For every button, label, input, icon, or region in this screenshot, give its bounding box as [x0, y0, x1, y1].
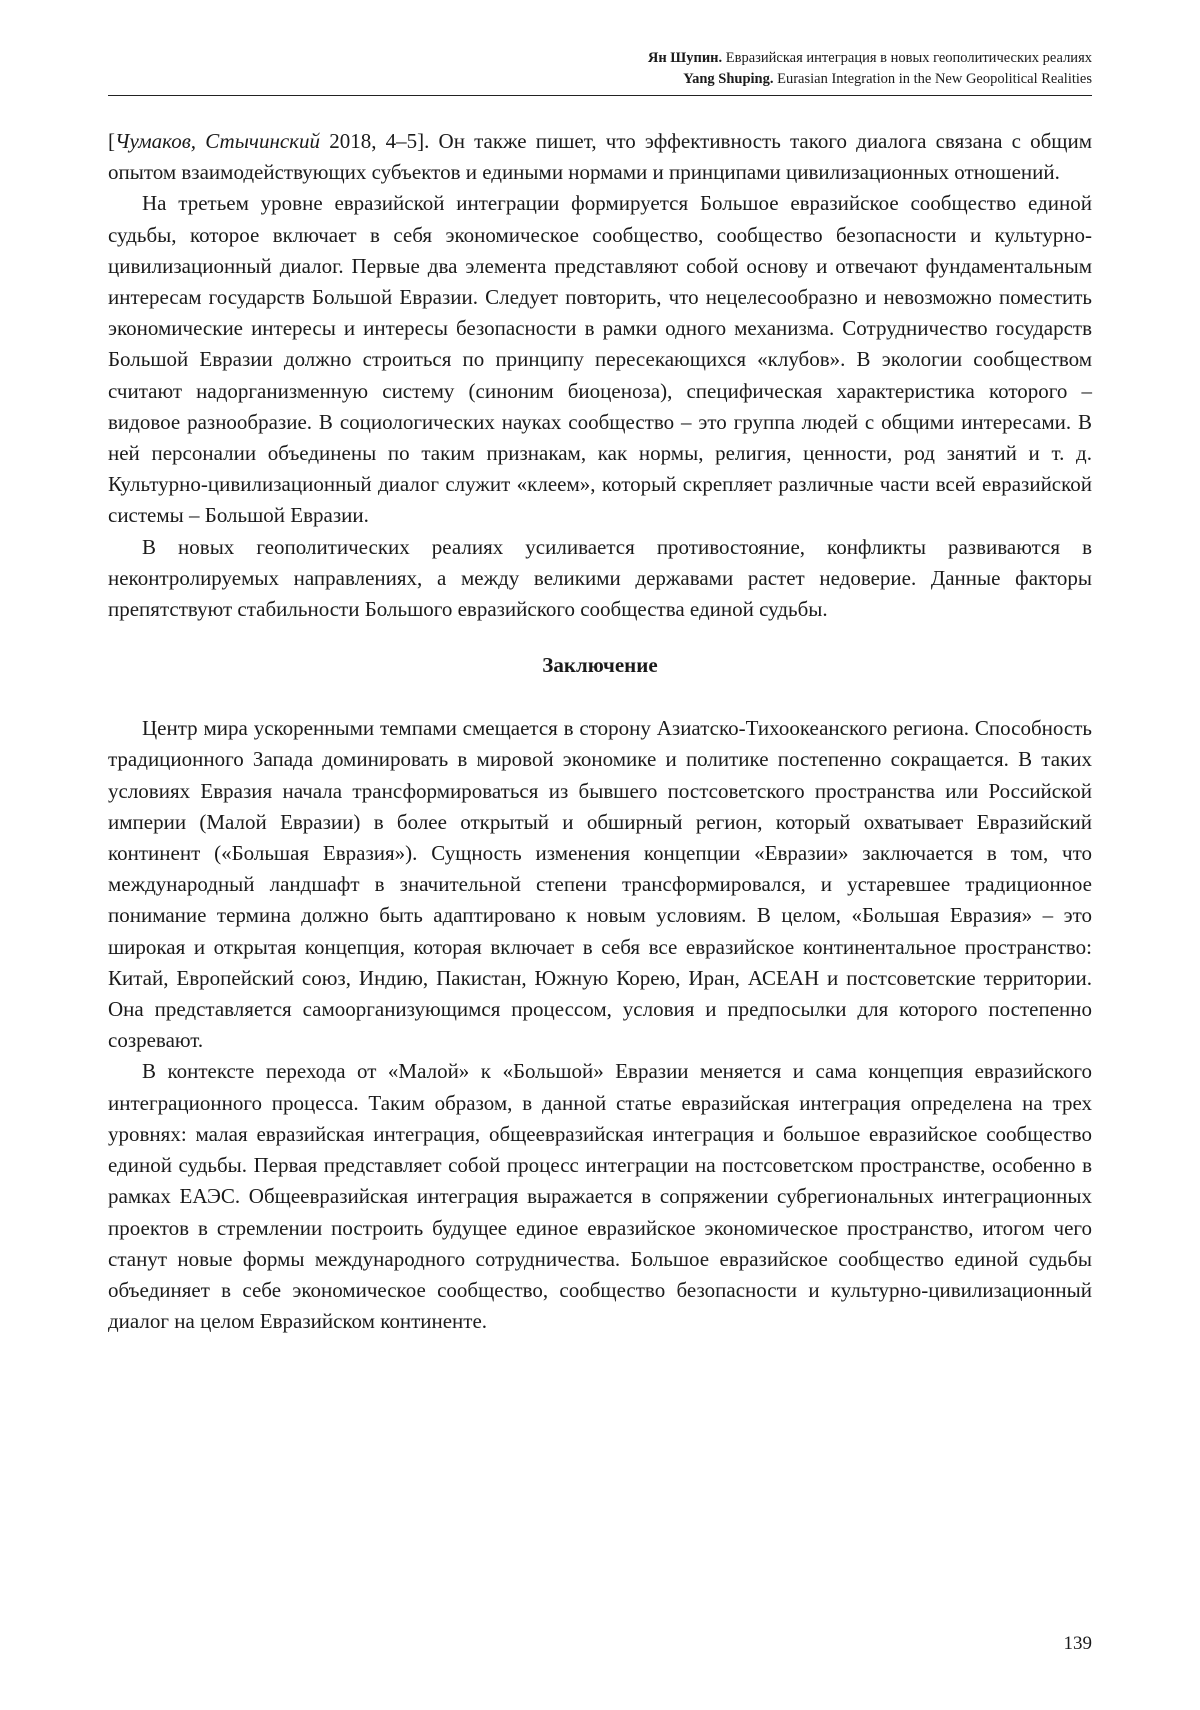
paragraph-5: В контексте перехода от «Малой» к «Большой» Евразии меняется и сама концепция евразийского интеграционного процесса. Таким образом, в данной статье евразийская интеграция определена на трех уровнях: малая евразийская интеграция, общеевразийская интеграция и большое евразийское сообщество единой судьбы. Первая представляет собой процесс интеграции на постсоветском пространстве, особенно в рамках ЕАЭС. Общеевразийская интеграция выражается в сопряжении субрегиональных интеграционных проектов в стремлении построить будущее единое евразийское экономическое пространство, итогом чего станут новые формы международного сотрудничества. Большое евразийское сообщество единой судьбы объединяет в себе экономическое сообщество, сообщество безопасности и культурно-цивилизационный диалог на целом Евразийском континенте. [108, 1059, 1092, 1334]
citation-open-bracket: [ [108, 129, 115, 153]
paragraph-2: На третьем уровне евразийской интеграции формируется Большое евразийское сообщество единой судьбы, которое включает в себя экономическое сообщество, сообщество безопасности и культурно-цивилизационный диалог. Первые два элемента представляют собой основу и отвечают фундаментальным интересам государств Большой Евразии. Следует повторить, что нецелесообразно и невозможно поместить экономические интересы и интересы безопасности в рамки одного механизма. Сотрудничество государств Большой Евразии должно строиться по принципу пересекающихся «клубов». В экологии сообществом считают надорганизменную систему (синоним биоценоза), специфическая характеристика которого – видовое разнообразие. В социологических науках сообщество – это группа людей с общими интересами. В ней персоналии объединены по таким признакам, как нормы, религия, ценности, род занятий и т. д. Культурно-цивилизационный диалог служит «клеем», который скрепляет различные части всей евразийской системы – Большой Евразии. [108, 191, 1092, 528]
running-header [108, 48, 1092, 96]
paragraph-1-text: 2018, 4–5]. Он также пишет, что эффективность такого диалога связана с общим опытом взаимодействующих субъектов и едиными нормами и принципами цивилизационных отношений. [108, 129, 1092, 185]
section-heading-conclusion: Заключение [542, 653, 658, 678]
header-author-ru: Ян Шупин. [647, 50, 723, 66]
header-line-russian [108, 48, 1092, 69]
citation-authors: Чумаков, Стычинский [115, 129, 321, 153]
header-line-english [108, 69, 1092, 90]
header-title-en: Eurasian Integration in the New Geopolitical Realities [773, 71, 1092, 87]
paragraph-continued [108, 126, 1092, 188]
paragraph-3: В новых геополитических реалиях усиливается противостояние, конфликты развиваются в неконтролируемых направлениях, а между великими державами растет недоверие. Данные факторы препятствуют стабильности Большого евразийского сообщества единой судьбы. [108, 534, 1092, 622]
page-number: 139 [1063, 1633, 1092, 1654]
paragraph-4: Центр мира ускоренными темпами смещается в сторону Азиатско-Тихоокеанского региона. Способность традиционного Запада доминировать в мировой экономике и политике постепенно сокращается. В таких условиях Евразия начала трансформироваться из бывшего постсоветского пространства или Российской империи (Малой Евразии) в более открытый и обширный регион, который охватывает Евразийский континент («Большая Евразия»). Сущность изменения концепции «Евразии» заключается в том, что международный ландшафт в значительной степени трансформировался, и устаревшее традиционное понимание термина должно быть адаптировано к новым условиям. В целом, «Большая Евразия» – это широкая и открытая концепция, которая включает в себя все евразийское континентальное пространство: Китай, Европейский союз, Индию, Пакистан, Южную Корею, Иран, АСЕАН и постсоветские территории. Она представляется самоорганизующимся процессом, условия и предпосылки для которого постепенно созревают. [108, 716, 1092, 1053]
header-title-ru: Евразийская интеграция в новых геополитических реалиях [722, 50, 1092, 66]
header-author-en: Yang Shuping. [683, 71, 774, 87]
article-body [108, 126, 1092, 1337]
